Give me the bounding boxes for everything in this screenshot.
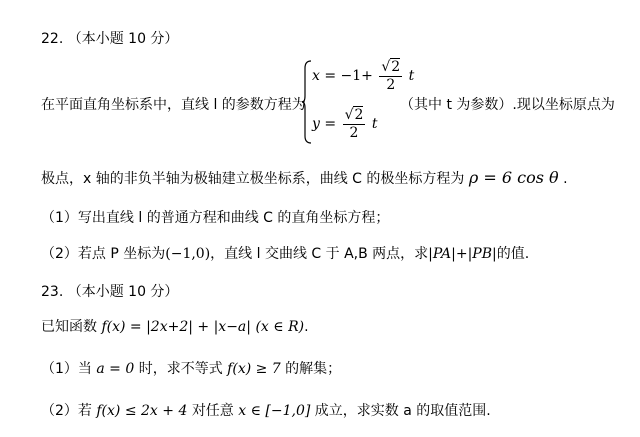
function-def: f(x) = |2x+2| + |x−a| (x ∈ R) [101,319,305,335]
problem-22-line1-prefix: 在平面直角坐标系中，直线 l 的参数方程为 [41,97,306,113]
fraction-sqrt2-over-2: $\frac{√2}{2}$ [381,59,401,93]
eq-y-lhs: y [312,116,320,132]
sqrt-icon: √2 [344,107,364,123]
inequality-1: f(x) ≥ 7 [227,361,281,377]
problem-22-q2: （2）若点 P 坐标为(−1,0)，直线 l 交曲线 C 于 A,B 两点，求|PA|+|PB|的值. [41,246,530,262]
problem-22-line1-suffix: （其中 t 为参数）.现以坐标原点为 [400,97,615,113]
problem-23-q1: （1）当 a = 0 时，求不等式 f(x) ≥ 7 的解集； [41,361,342,377]
eq-y-rhs: = [324,116,337,132]
polar-equation: ρ = 6 cos θ [468,168,559,187]
left-brace-icon [302,60,312,144]
param-t-y: t [371,116,378,132]
point-p: (−1,0) [165,246,211,262]
eq-x-lhs: x [312,68,320,84]
inequality-2: f(x) ≤ 2x + 4 [96,403,188,419]
parametric-eq-y [312,106,378,142]
problem-23-header: 23. （本小题 10 分） [41,284,179,300]
problem-22-q1: （1）写出直线 l 的普通方程和曲线 C 的直角坐标方程； [41,210,390,226]
sqrt-icon: √2 [381,59,401,75]
problem-23-q2: （2）若 f(x) ≤ 2x + 4 对任意 x ∈ [−1,0] 成立，求实数 a 的取值范围. [41,403,491,419]
problem-22-line2: 极点，x 轴的非负半轴为极轴建立极坐标系，曲线 C 的极坐标方程为 ρ = 6 cos θ . [41,168,568,187]
parametric-eq-x [312,58,414,94]
eq-x-rhs: = −1+ [324,68,373,84]
abs-sum-expr: |PA|+|PB| [428,246,497,262]
problem-22-header: 22. （本小题 10 分） [41,31,179,47]
param-t: t [408,68,415,84]
condition-a: a = 0 [96,361,135,377]
problem-23-given: 已知函数 f(x) = |2x+2| + |x−a| (x ∈ R). [41,319,309,335]
domain-interval: x ∈ [−1,0] [238,403,311,419]
fraction-sqrt2-over-2-y: $\frac{√2}{2}$ [344,107,364,141]
